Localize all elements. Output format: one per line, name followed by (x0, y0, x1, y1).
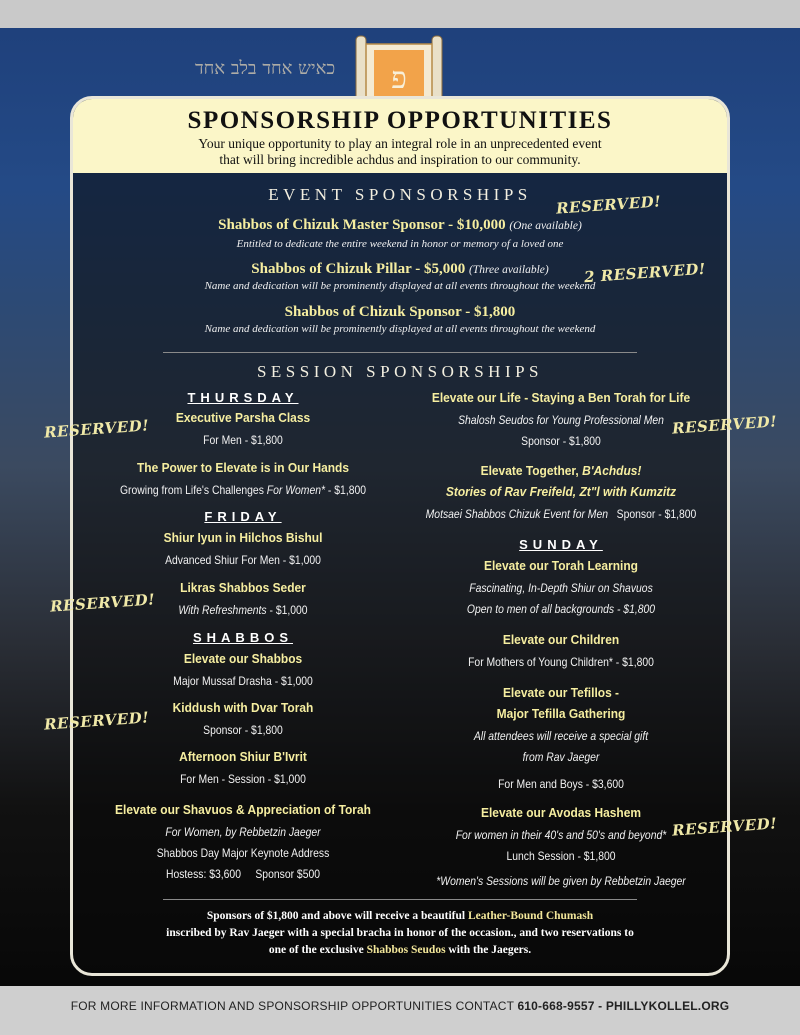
shabbos-heading: SHABBOS (192, 630, 293, 645)
kiddush-title: Kiddush with Dvar Torah (172, 700, 314, 715)
elevate-together-a: Elevate Together, (480, 463, 583, 478)
elevate-together-b: B'Achdus! (582, 463, 642, 478)
avodas-hashem-line-2: Lunch Session - $1,800 (506, 849, 616, 863)
elevate-shabbos-line: Major Mussaf Drasha - $1,000 (173, 674, 313, 688)
pillar-note: (Three available) (468, 264, 549, 276)
rav-freifeld-title: Stories of Rav Freifeld, Zt"l with Kumzitz (445, 484, 677, 499)
shavuos-line-3: Hostess: $3,600 Sponsor $500 (165, 867, 321, 881)
sponsorship-panel (70, 96, 730, 976)
sponsor-title: Shabbos of Chizuk Sponsor - $1,800 (284, 304, 516, 320)
kiddush-line: Sponsor - $1,800 (203, 723, 283, 737)
elevate-children-title: Elevate our Children (502, 632, 620, 647)
footer-line-3-a: one of the exclusive (268, 944, 367, 956)
page-title: SPONSORSHIP OPPORTUNITIES (187, 107, 613, 134)
footer-line-1 (73, 910, 727, 922)
footer-line-2: inscribed by Rav Jaeger with a special bracha in honor of the occasion., and two reservations to (166, 927, 634, 939)
pillar-label: Shabbos of Chizuk Pillar - $5,000 (251, 261, 466, 277)
shiur-iyun-title: Shiur Iyun in Hilchos Bishul (163, 530, 323, 545)
torah-learning-line-2: Open to men of all backgrounds - $1,800 (466, 602, 656, 616)
womens-sessions-note: *Women's Sessions will be given by Rebbetzin Jaeger (436, 874, 686, 888)
tefillos-title-1: Elevate our Tefillos - (502, 685, 620, 700)
avodas-hashem-title: Elevate our Avodas Hashem (481, 805, 641, 820)
avodas-hashem-line-1: For women in their 40's and 50's and beyond* (455, 828, 667, 842)
event-sponsorships-heading: EVENT SPONSORSHIPS (268, 185, 532, 204)
reserved-stamp-likras: RESERVED! (49, 590, 156, 616)
pillar-desc: Name and dedication will be prominently displayed at all events throughout the weekend (204, 280, 596, 292)
master-sponsor-title (73, 217, 727, 234)
likras-title: Likras Shabbos Seder (180, 580, 306, 595)
parsha-class-title: Executive Parsha Class (175, 410, 311, 425)
elevate-children-line: For Mothers of Young Children* - $1,800 (468, 655, 654, 669)
footer-line-1-a: Sponsors of $1,800 and above will receive a beautiful (206, 910, 468, 922)
elevate-life-line-2: Sponsor - $1,800 (521, 434, 601, 448)
master-sponsor-desc: Entitled to dedicate the entire weekend in honor or memory of a loved one (236, 238, 564, 250)
sunday-heading: SUNDAY (519, 537, 603, 552)
elevate-together-title (405, 463, 718, 478)
contact-website-link[interactable]: PHILLYKOLLEL.ORG (605, 999, 730, 1013)
top-bar (0, 0, 800, 28)
contact-text: FOR MORE INFORMATION AND SPONSORSHIP OPPORTUNITIES CONTACT (70, 999, 518, 1013)
power-line-c: - $1,800 (327, 483, 367, 497)
friday-heading: FRIDAY (204, 509, 282, 524)
subtitle-line-1: Your unique opportunity to play an integral role in an unprecedented event (198, 136, 602, 151)
hebrew-slogan: כאיש אחד בלב אחד (195, 58, 336, 79)
reserved-stamp-life: RESERVED! (671, 412, 778, 438)
master-sponsor-label: Shabbos of Chizuk Master Sponsor - $10,000 (218, 217, 506, 233)
session-sponsorships-heading: SESSION SPONSORSHIPS (256, 362, 544, 381)
footer-line-3-c: with the Jaegers. (445, 944, 532, 956)
power-title: The Power to Elevate is in Our Hands (136, 460, 350, 475)
contact-separator: - (594, 999, 606, 1013)
chumash-highlight: Leather-Bound Chumash (467, 910, 594, 922)
reserved-stamp-pillar: 2 RESERVED! (583, 259, 707, 287)
footer-divider (163, 899, 637, 900)
subtitle-line-2: that will bring incredible achdus and inspiration to our community. (219, 152, 581, 167)
likras-line-b: - $1,000 (269, 603, 308, 617)
afternoon-shiur-title: Afternoon Shiur B'Ivrit (179, 749, 307, 764)
afternoon-shiur-line: For Men - Session - $1,000 (180, 772, 306, 786)
elevate-life-title: Elevate our Life - Staying a Ben Torah for Life (431, 390, 691, 405)
thursday-heading: THURSDAY (187, 390, 299, 405)
elevate-life-line-1: Shalosh Seudos for Young Professional Men (458, 413, 664, 427)
shavuos-line-1: For Women, by Rebbetzin Jaeger (165, 825, 321, 839)
header-banner (73, 99, 727, 173)
tefillos-title-2: Major Tefilla Gathering (496, 706, 626, 721)
footer-line-3 (73, 944, 727, 956)
section-divider (163, 352, 637, 353)
contact-line (0, 999, 800, 1013)
parsha-class-line: For Men - $1,800 (203, 433, 283, 447)
tefillos-line-3: For Men and Boys - $3,600 (498, 777, 624, 791)
shiur-iyun-line: Advanced Shiur For Men - $1,000 (165, 553, 321, 567)
shavuos-title: Elevate our Shavuos & Appreciation of Torah (115, 802, 371, 817)
elevate-together-line-a: Motsaei Shabbos Chizuk Event for Men (425, 507, 609, 521)
elevate-together-line-b: Sponsor - $1,800 (616, 507, 697, 521)
master-sponsor-note: (One available) (509, 220, 582, 232)
power-line (93, 483, 392, 497)
elevate-together-line (411, 507, 710, 521)
contact-phone[interactable]: 610-668-9557 (517, 999, 595, 1013)
sponsor-desc: Name and dedication will be prominently displayed at all events throughout the weekend (204, 323, 596, 335)
shavuos-line-2: Shabbos Day Major Keynote Address (156, 846, 330, 860)
tefillos-line-2: from Rav Jaeger (522, 750, 600, 764)
svg-text:פ: פ (391, 61, 407, 96)
shabbos-seudos-highlight: Shabbos Seudos (366, 944, 446, 956)
power-line-a: Growing from Life's Challenges (119, 483, 267, 497)
reserved-stamp-master: RESERVED! (555, 192, 662, 218)
power-line-b: For Women* (266, 483, 328, 497)
torah-learning-title: Elevate our Torah Learning (484, 558, 638, 573)
tefillos-line-1: All attendees will receive a special gift (473, 729, 649, 743)
reserved-stamp-kiddush: RESERVED! (43, 708, 150, 734)
reserved-stamp-parsha: RESERVED! (43, 416, 150, 442)
elevate-shabbos-title: Elevate our Shabbos (183, 651, 303, 666)
likras-line-a: With Refreshments (178, 603, 270, 617)
torah-learning-line-1: Fascinating, In-Depth Shiur on Shavuos (469, 581, 653, 595)
reserved-stamp-avodas: RESERVED! (671, 814, 778, 840)
